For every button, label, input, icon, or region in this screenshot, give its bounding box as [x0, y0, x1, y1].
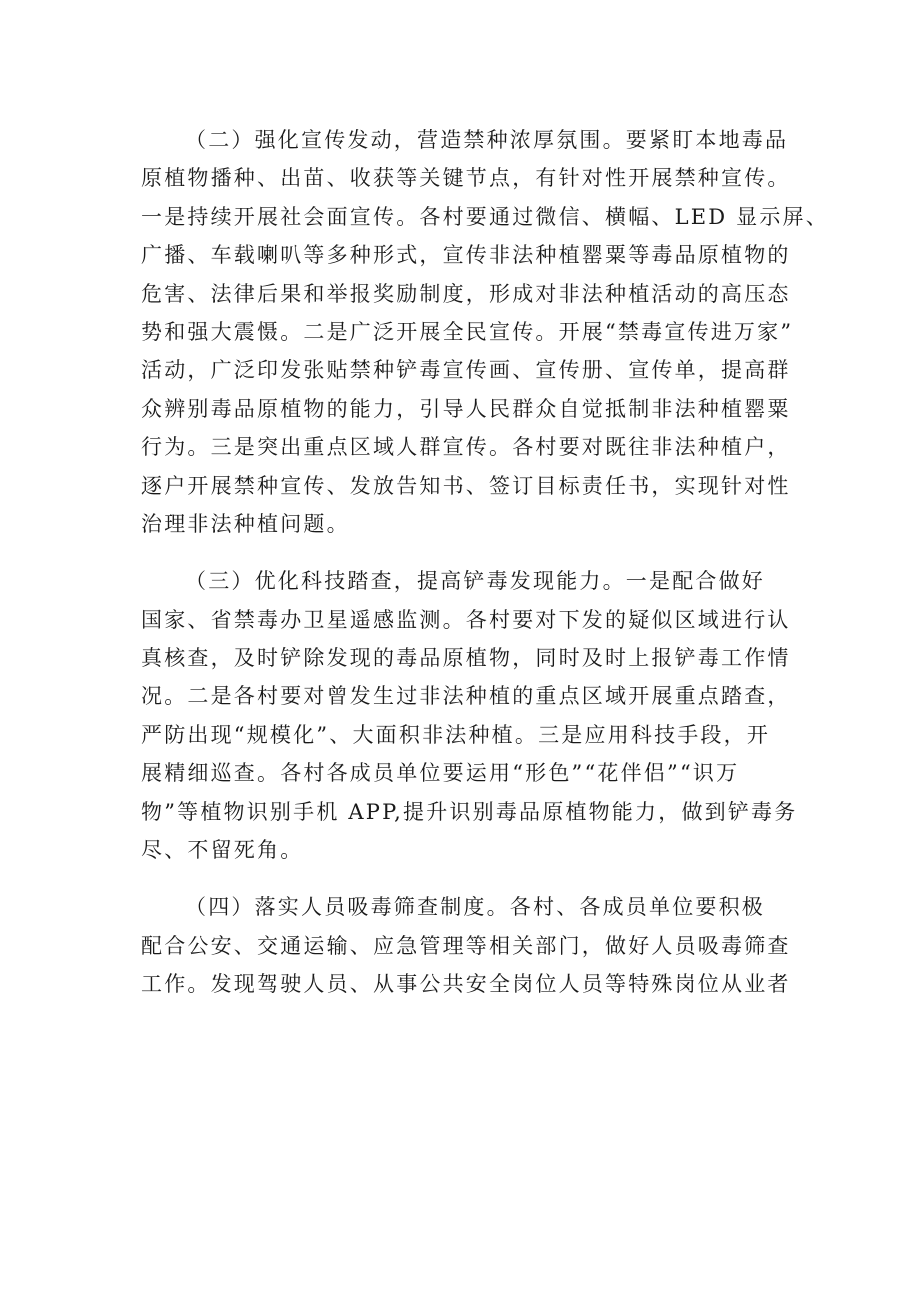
- paragraph-line: 工作。发现驾驶人员、从事公共安全岗位人员等特殊岗位从业者: [141, 972, 791, 997]
- paragraph-line: 广播、车载喇叭等多种形式，宣传非法种植罂粟等毒品原植物的: [141, 243, 791, 268]
- paragraph-line: 配合公安、交通运输、应急管理等相关部门，做好人员吸毒筛查: [141, 933, 791, 958]
- paragraph-line: 治理非法种植问题。: [141, 511, 350, 536]
- paragraph-line: （二）强化宣传发动，营造禁种浓厚氛围。要紧盯本地毒品: [185, 128, 789, 152]
- paragraph-line: 行为。三是突出重点区域人群宣传。各村要对既往非法种植户，: [141, 435, 791, 460]
- paragraph-line: 势和强大震慑。二是广泛开展全民宣传。开展“禁毒宣传进万家”: [141, 319, 794, 344]
- paragraph-line: （四）落实人员吸毒筛查制度。各村、各成员单位要积极: [185, 895, 765, 920]
- paragraph-section-2: [141, 121, 829, 543]
- paragraph-line: 逐户开展禁种宣传、发放告知书、签订目标责任书，实现针对性: [141, 473, 791, 498]
- paragraph-section-4: [141, 888, 821, 1003]
- paragraph-line: （三）优化科技踏查，提高铲毒发现能力。一是配合做好: [185, 569, 765, 594]
- paragraph-line: 国家、省禁毒办卫星遥感监测。各村要对下发的疑似区域进行认: [141, 607, 791, 632]
- paragraph-line: 活动，广泛印发张贴禁种铲毒宣传画、宣传册、宣传单，提高群: [141, 358, 791, 383]
- paragraph-section-3: [141, 562, 821, 869]
- paragraph-line: 一是持续开展社会面宣传。各村要通过微信、横幅、LED 显示屏、: [141, 204, 829, 229]
- paragraph-line: 真核查，及时铲除发现的毒品原植物，同时及时上报铲毒工作情: [141, 646, 791, 671]
- paragraph-line: 严防出现“规模化”、大面积非法种植。三是应用科技手段，开: [141, 722, 771, 747]
- paragraph-line: 展精细巡查。各村各成员单位要运用“形色”“花伴侣”“识万: [141, 761, 740, 786]
- paragraph-line: 众辨别毒品原植物的能力，引导人民群众自觉抵制非法种植罂粟: [141, 396, 791, 421]
- paragraph-spacer: [141, 869, 821, 888]
- paragraph-line: 危害、法律后果和举报奖励制度，形成对非法种植活动的高压态: [141, 281, 791, 306]
- paragraph-line: 物”等植物识别手机 APP,提升识别毒品原植物能力，做到铲毒务: [141, 799, 798, 824]
- document-body: [141, 121, 829, 1004]
- paragraph-line: 况。二是各村要对曾发生过非法种植的重点区域开展重点踏查，: [141, 684, 791, 709]
- paragraph-line: 尽、不留死角。: [141, 838, 304, 863]
- paragraph-spacer: [141, 543, 821, 562]
- paragraph-line: 原植物播种、出苗、收获等关键节点，有针对性开展禁种宣传。: [141, 166, 791, 191]
